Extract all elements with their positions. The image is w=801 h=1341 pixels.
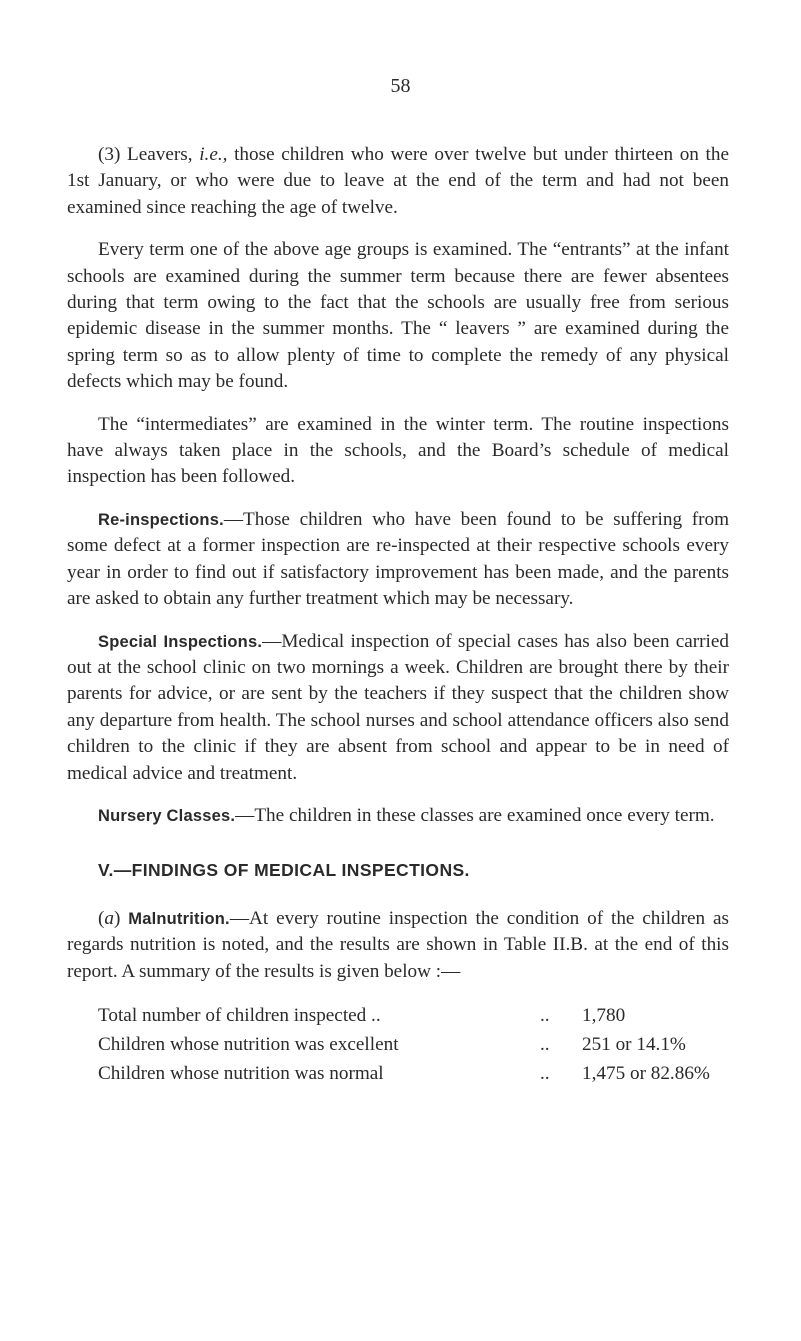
malnutrition-label-close: ) xyxy=(113,907,121,929)
leavers-rest: those children who were over twelve but under thirteen on the 1st January, or who were due to leave at the end of the term and had not been examined since reaching the age of twelve. xyxy=(67,144,729,218)
malnutrition-heading: Malnutrition. xyxy=(128,909,230,928)
summary-label: Children whose nutrition was normal xyxy=(98,1062,384,1084)
summary-label: Total number of children inspected .. xyxy=(98,1004,381,1026)
special-text: —Medical inspection of special cases has also been carried out at the school clinic on two mornings a week. Children are brought there by their parents for advice, or are sent by the teachers if they suspect that the children show any departure from health. The school nurses and school attendance officers also send children to the clinic if they are absent from school and appear to be in need of medical advice and treatment. xyxy=(67,630,729,784)
section-heading: V.—FINDINGS OF MEDICAL INSPECTIONS. xyxy=(98,860,470,881)
paragraph-intermediates: The “intermediates” are examined in the winter term. The routine inspections have always taken place in the schools, and the Board’s schedule of medical inspection has been followed. xyxy=(67,413,729,488)
body-text xyxy=(67,142,729,1088)
paragraph-every-term: Every term one of the above age groups is examined. The “entrants” at the infant schools are examined during the summer term because there are fewer absentees during that term owing to the fact that the schools are usually free from serious epidemic disease in the summer months. The “ leavers ” are examined during the spring term so as to allow plenty of time to complete the remedy of any physical defects which may be found. xyxy=(67,239,729,393)
leavers-italic: i.e., xyxy=(199,144,228,165)
special-heading: Special Inspections. xyxy=(98,632,263,651)
paragraph-nursery xyxy=(67,803,729,829)
malnutrition-text: —At every routine inspection the condition of the children as regards nutrition is noted, and the results are shown in Table II.B. at the end of this report. A summary of the results is given below :— xyxy=(67,907,729,982)
summary-leader-dots: .. xyxy=(540,1004,550,1026)
nursery-text: —The children in these classes are examined once every term. xyxy=(235,804,715,826)
summary-leader-dots: .. xyxy=(540,1033,550,1055)
reinspections-heading: Re-inspections. xyxy=(98,510,224,529)
nursery-heading: Nursery Classes. xyxy=(98,806,236,825)
malnutrition-label-open: ( xyxy=(98,907,105,929)
summary-value: 251 or 14.1% xyxy=(582,1033,686,1055)
summary-row xyxy=(98,1001,729,1030)
summary-leader-dots: .. xyxy=(540,1062,550,1084)
summary-label: Children whose nutrition was excellent xyxy=(98,1033,399,1055)
summary-row xyxy=(98,1059,729,1088)
paragraph-leavers xyxy=(67,142,729,221)
malnutrition-label-letter: a xyxy=(104,907,114,929)
malnutrition-label xyxy=(98,908,120,929)
nutrition-summary xyxy=(67,1001,729,1088)
page-number: 58 xyxy=(390,75,411,97)
summary-row xyxy=(98,1030,729,1059)
paragraph-malnutrition xyxy=(67,906,729,985)
reinspections-text: —Those children who have been found to be suffering from some defect at a former inspection are re-inspected at their respective schools every year in order to find out if satisfactory improvement has been made, and the parents are asked to obtain any further treatment which may be necessary. xyxy=(67,508,729,610)
paragraph-special-inspections xyxy=(67,629,729,787)
summary-value: 1,780 xyxy=(582,1004,626,1026)
summary-value: 1,475 or 82.86% xyxy=(582,1062,710,1084)
leavers-prefix: (3) Leavers, xyxy=(98,144,200,165)
paragraph-reinspections xyxy=(67,507,729,613)
